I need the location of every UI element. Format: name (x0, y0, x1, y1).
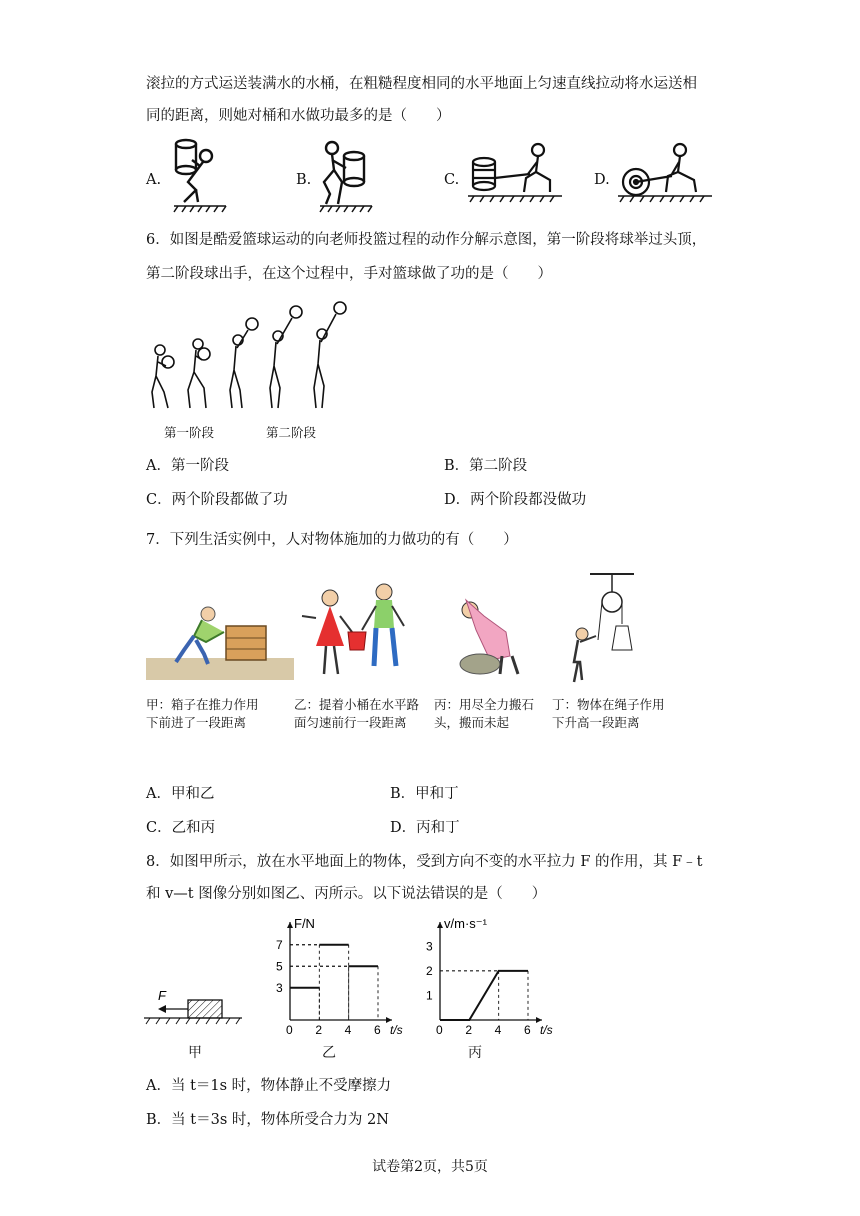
y-axis-label: v/m·s⁻¹ (444, 916, 487, 931)
q7-option-d: D．丙和丁 (390, 820, 460, 836)
caption-bing-line1: 丙：用尽全力搬石 (434, 697, 535, 712)
q5-figure-a (170, 138, 232, 214)
y-tick-label: 3 (426, 939, 433, 954)
y-tick-label: 5 (276, 959, 283, 974)
q5-figure-d (616, 140, 716, 212)
q6-option-a: A．第一阶段 (146, 458, 229, 474)
x-tick-label: 4 (344, 1023, 352, 1036)
fig-label-jia: 甲 (188, 1045, 202, 1061)
series-line (440, 971, 528, 1020)
q7-option-b: B．甲和丁 (390, 786, 459, 802)
push-box-illustration (146, 570, 294, 690)
q5-figure-c (466, 140, 566, 212)
stage2-label: 第二阶段 (266, 425, 317, 440)
q6-option-c: C．两个阶段都做了功 (146, 492, 288, 508)
q5-option-d: D. (594, 172, 610, 188)
caption-bing-line2: 头，搬而未起 (434, 715, 510, 730)
q6-line1: 6．如图是酷爱篮球运动的向老师投篮过程的动作分解示意图，第一阶段将球举过头顶， (146, 232, 707, 248)
x-axis-label: t/s (540, 1023, 553, 1036)
q7-option-a: A．甲和乙 (146, 786, 215, 802)
x-tick-label: 6 (524, 1023, 531, 1036)
caption-yi-line1: 乙：提着小桶在水平路 (294, 697, 420, 712)
x-tick-label: 2 (315, 1023, 323, 1036)
q5-line1: 滚拉的方式运送装满水的水桶，在粗糙程度相同的水平地面上匀速直线拉动将水运送相 (146, 76, 697, 92)
force-label: F (158, 988, 166, 1003)
page-footer: 试卷第2页，共5页 (372, 1159, 488, 1175)
x-tick-label: 4 (494, 1023, 502, 1036)
caption-ding-line1: 丁：物体在绳子作用 (552, 697, 665, 712)
caption-ding-line2: 下升高一段距离 (552, 715, 640, 730)
q5-option-c: C. (444, 172, 460, 188)
caption-yi-line2: 面匀速前行一段距离 (294, 715, 407, 730)
force-time-chart (264, 916, 404, 1036)
q8-option-a: A．当 t＝1s 时，物体静止不受摩擦力 (146, 1078, 392, 1094)
carry-bucket-illustration (296, 570, 418, 690)
q7-line1: 7．下列生活实例中，人对物体施加的力做功的有（ ） (146, 532, 518, 548)
q8-option-b: B．当 t＝3s 时，物体所受合力为 2N (146, 1112, 389, 1128)
q6-line2: 第二阶段球出手，在这个过程中，手对篮球做了功的是（ ） (146, 266, 552, 282)
basketball-shot-figure (146, 300, 356, 418)
lift-stone-illustration (440, 570, 540, 690)
x-tick-label: 2 (465, 1023, 473, 1036)
caption-jia-line2: 下前进了一段距离 (146, 715, 247, 730)
q6-option-d: D．两个阶段都没做功 (444, 492, 587, 508)
fig-label-bing: 丙 (468, 1045, 482, 1061)
q5-line2: 同的距离，则她对桶和水做功最多的是（ ） (146, 108, 451, 124)
y-tick-label: 1 (426, 988, 433, 1003)
y-tick-label: 3 (276, 980, 283, 995)
caption-jia-line1: 甲：箱子在推力作用 (146, 697, 259, 712)
fig-label-yi: 乙 (322, 1045, 336, 1061)
y-tick-label: 2 (426, 963, 433, 978)
x-tick-label: 0 (286, 1023, 293, 1036)
q5-figure-b (316, 138, 378, 214)
pulley-illustration (560, 570, 650, 690)
stage1-label: 第一阶段 (164, 425, 215, 440)
q5-option-b: B. (296, 172, 312, 188)
x-tick-label: 6 (374, 1023, 381, 1036)
x-tick-label: 0 (436, 1023, 443, 1036)
velocity-time-chart (414, 916, 554, 1036)
q8-line1: 8．如图甲所示，放在水平地面上的物体，受到方向不变的水平拉力 F 的作用，其 F﹣t (146, 854, 703, 870)
q6-option-b: B．第二阶段 (444, 458, 528, 474)
x-axis-label: t/s (390, 1023, 403, 1036)
block-force-figure (142, 986, 246, 1026)
y-tick-label: 7 (276, 937, 283, 952)
y-axis-label: F/N (294, 916, 315, 931)
q5-option-a: A. (146, 172, 162, 188)
q7-option-c: C．乙和丙 (146, 820, 216, 836)
q8-line2: 和 v—t 图像分别如图乙、丙所示。以下说法错误的是（ ） (146, 886, 547, 902)
